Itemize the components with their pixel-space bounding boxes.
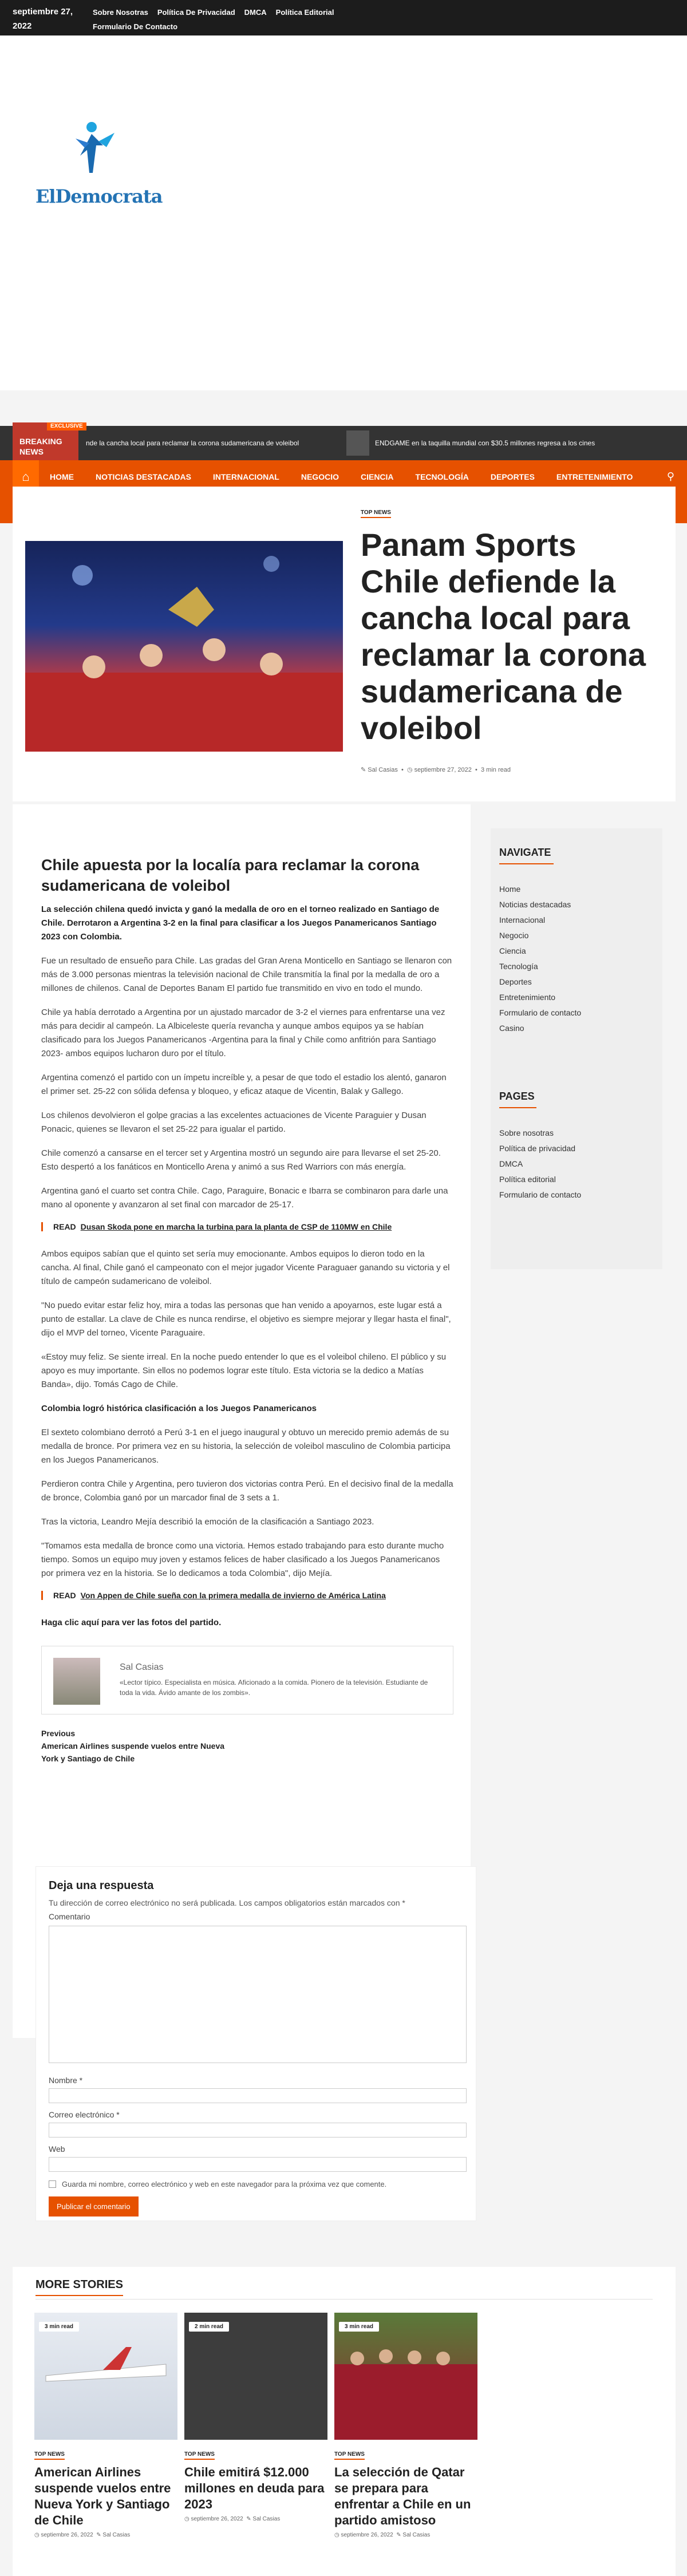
story-category[interactable]: TOP NEWS [334, 2451, 365, 2460]
name-label: Nombre * [49, 2076, 83, 2085]
ticker-text[interactable]: nde la cancha local para reclamar la corona sudamericana de voleibol [86, 439, 299, 447]
hero-meta: ✎ Sal Casias • ◷ septiembre 27, 2022 • 3 min read [361, 767, 511, 773]
search-icon[interactable]: ⚲ [666, 471, 674, 482]
sidebar-item[interactable]: Formulario de contacto [499, 1190, 582, 1199]
ticker-text[interactable]: ENDGAME en la taquilla mundial con $30.5 millones regresa a los cines [375, 439, 595, 447]
comment-label: Comentario [49, 1912, 90, 1921]
sidebar-item[interactable]: Home [499, 884, 521, 894]
breaking-ticker [0, 423, 687, 460]
article-paragraph: Fue un resultado de ensueño para Chile. Las gradas del Gran Arena Monticello en Santiago se llenaron con más de 3.000 personas mientras la televisión nacional de Chile transmitía la final por la medalla de oro a millones de chilenos. Canal de Deportes Banam El partido fue transmitido en vivo en todo el mundo. [41, 956, 452, 993]
nav-label: NOTICIAS DESTACADAS [96, 472, 191, 481]
article-paragraph: "No puedo evitar estar feliz hoy, mira a todas las personas que han venido a apoyarnos, este lugar está a punto de estallar. La clave de Chile es nunca rendirse, el objetivo es siempre mejorar y llegar hasta el final", dijo el MVP del torneo, Vicente Paraguaire. [41, 1301, 451, 1338]
sidebar-item[interactable]: Política editorial [499, 1175, 556, 1184]
volleyball-celebration-image [25, 541, 343, 752]
email-input[interactable] [49, 2123, 467, 2138]
sidebar-navigate-title: NAVIGATE [499, 847, 554, 864]
top-link[interactable]: Política Editorial [275, 8, 334, 17]
hero-category[interactable]: TOP NEWS [361, 509, 391, 518]
story-date: septiembre 26, 2022 [191, 2516, 243, 2522]
read-also [41, 1591, 453, 1600]
story-image[interactable] [334, 2313, 477, 2440]
current-date: septiembre 27, 2022 [13, 7, 73, 31]
author-box [41, 1646, 453, 1714]
story-category[interactable]: TOP NEWS [184, 2451, 215, 2460]
hero-article [13, 487, 676, 801]
article-paragraph: El sexteto colombiano derrotó a Perú 3-1 en el juego inaugural y obtuvo un merecido premio además de su medalla de bronce. Por primera vez en su historia, la selección de voleibol masculino de Colombia participa en los Juegos Panamericanos. [41, 1428, 451, 1465]
top-link[interactable]: Política De Privacidad [157, 8, 235, 17]
article-paragraph: Chile comenzó a cansarse en el tercer set y Argentina mostró un segundo aire para llevarse el set 25-20. Esto despertó a los fanáticos en Monticello Arena y animó a sus Red Warriors con más energía. [41, 1148, 441, 1172]
sidebar-item[interactable]: Sobre nosotras [499, 1128, 554, 1137]
email-label: Correo electrónico * [49, 2110, 120, 2119]
top-link[interactable]: Sobre Nosotras [93, 8, 148, 17]
read-label: READ [53, 1222, 76, 1231]
article-paragraph: Chile ya había derrotado a Argentina por un ajustado marcador de 3-2 el viernes para enfrentarse una vez más para decidir al campeón. La Albiceleste quería revancha y aunque ambos equipos ya se habían clasificado para los Juegos Panamericanos -Argentina para la final y Chile como anfitrión para Santiago 2023- ambos equipos lucharon duro por el título. [41, 1008, 445, 1058]
photos-link[interactable]: Haga clic aquí para ver las fotos del partido. [41, 1618, 222, 1627]
article-paragraph: Argentina comenzó el partido con un ímpetu increíble y, a pesar de que todo el estadio los alentó, ganaron el primer set. 25-22 con sólida defensa y bloqueo, y eficaz ataque de Vicentin, Balak y Gallego. [41, 1073, 447, 1096]
story-author[interactable]: Sal Casias [252, 2516, 281, 2522]
story-meta: ◷ septiembre 26, 2022 ✎ Sal Casias [184, 2516, 281, 2522]
read-time: 3 min read [339, 2322, 379, 2332]
sidebar-item[interactable]: Internacional [499, 915, 546, 924]
breaking-badge [13, 422, 83, 461]
avatar[interactable] [53, 1658, 100, 1705]
site-name[interactable]: ElDemocrata [35, 185, 163, 207]
clock-icon: ◷ [406, 767, 413, 773]
sidebar-item[interactable]: Noticias destacadas [499, 900, 571, 909]
sidebar-nav-list [499, 882, 662, 1036]
sidebar-pages-list [499, 1125, 662, 1203]
read-time: 3 min read [39, 2322, 79, 2332]
airplane-image [34, 2313, 177, 2440]
sidebar-item[interactable]: Formulario de contacto [499, 1008, 582, 1017]
ticker-thumb [346, 430, 369, 456]
top-links [93, 0, 356, 35]
divider [35, 2299, 653, 2300]
read-label: READ [53, 1591, 76, 1600]
hero-author[interactable]: Sal Casias [368, 767, 398, 773]
more-stories [13, 2267, 676, 2576]
hero-image[interactable] [25, 541, 343, 752]
breaking-label: BREAKING NEWS [19, 437, 62, 456]
brand-area [0, 35, 687, 390]
prev-title[interactable]: American Airlines suspende vuelos entre Nueva York y Santiago de Chile [41, 1741, 225, 1763]
article-paragraph: «Estoy muy feliz. Se siente irreal. En la noche puedo entender lo que es el voleibol chileno. El público y su apoyo es muy importante. Sin ellos no podemos lograr este título. Esta victoria se la dedico a Matías Banda», dijo. Tomás Cago de Chile. [41, 1352, 447, 1389]
story-author[interactable]: Sal Casias [102, 2532, 131, 2538]
web-input[interactable] [49, 2157, 467, 2172]
read-link[interactable]: Dusan Skoda pone en marcha la turbina para la planta de CSP de 110MW en Chile [80, 1222, 392, 1231]
sidebar-item[interactable]: Deportes [499, 977, 532, 986]
read-also [41, 1222, 453, 1231]
author-name[interactable]: Sal Casias [120, 1662, 164, 1672]
nav-label: NEGOCIO [301, 472, 339, 481]
name-input[interactable] [49, 2088, 467, 2103]
sidebar-item[interactable]: DMCA [499, 1159, 523, 1168]
story-date: septiembre 26, 2022 [41, 2532, 93, 2538]
author-bio: «Lector típico. Especialista en música. Aficionado a la comida. Pionero de la televisión. Estudiante de toda la vida. Ávido amante de los zombis». [120, 1678, 428, 1697]
story-card[interactable] [34, 2313, 177, 2538]
sidebar [491, 828, 662, 1269]
save-checkbox[interactable] [49, 2180, 56, 2188]
story-image[interactable] [184, 2313, 327, 2440]
article-subheading: Colombia logró histórica clasificación a los Juegos Panamericanos [41, 1404, 317, 1413]
article-paragraph: Perdieron contra Chile y Argentina, pero tuvieron dos victorias contra Perú. En el decisivo final de la medalla de bronce, Colombia ganó por un marcador final de 3 sets a 1. [41, 1479, 453, 1503]
nav-label: CIENCIA [360, 472, 394, 481]
article-paragraph: Ambos equipos sabían que el quinto set sería muy emocionante. Ambos equipos lo dieron todo en la cancha. Al final, Chile ganó el campeonato con el mejor jugador Vicente Paraguaer ganando su victoria y el título de campeón sudamericano de voleibol. [41, 1249, 450, 1286]
nav-label: DEPORTES [490, 472, 535, 481]
top-link[interactable]: Formulario De Contacto [93, 22, 178, 31]
article-paragraph: Tras la victoria, Leandro Mejía describió la emoción de la clasificación a Santiago 2023. [41, 1517, 374, 1527]
hero-title[interactable]: Panam Sports Chile defiende la cancha local para reclamar la corona sudamericana de voleibol [361, 527, 646, 746]
sidebar-item[interactable]: Negocio [499, 931, 529, 940]
comment-textarea[interactable] [49, 1926, 467, 2063]
story-title[interactable]: La selección de Qatar se prepara para enfrentar a Chile en un partido amistoso [334, 2465, 471, 2527]
story-author[interactable]: Sal Casias [402, 2532, 431, 2538]
sidebar-item[interactable]: Política de privacidad [499, 1144, 576, 1153]
sidebar-item[interactable]: Entretenimiento [499, 993, 556, 1002]
nav-label: TECNOLOGÍA [415, 472, 469, 481]
article-lead: La selección chilena quedó invicta y ganó la medalla de oro en el torneo realizado en Santiago de Chile. Derrotaron a Argentina 3-2 en la final para clasificar a los Juegos Panamericanos Santiago 2023 con Colombia. [41, 904, 440, 942]
top-bar [0, 0, 687, 35]
nav-label: HOME [50, 472, 74, 481]
save-label: Guarda mi nombre, correo electrónico y web en este navegador para la próxima vez que comente. [62, 2180, 387, 2188]
story-category[interactable]: TOP NEWS [34, 2451, 65, 2460]
comment-title: Deja una respuesta [49, 1879, 154, 1892]
hero-date: septiembre 27, 2022 [414, 767, 472, 773]
article-body [13, 804, 471, 2038]
story-meta: ◷ septiembre 26, 2022 ✎ Sal Casias [334, 2532, 431, 2538]
story-title[interactable]: American Airlines suspende vuelos entre Nueva York y Santiago de Chile [34, 2465, 171, 2527]
story-card[interactable] [334, 2313, 477, 2538]
nav-label: ENTRETENIMIENTO [556, 472, 633, 481]
top-link[interactable]: DMCA [244, 8, 267, 17]
article-paragraph: Los chilenos devolvieron el golpe gracias a las excelentes actuaciones de Vicente Paraguier y Dusan Ponacic, quienes se llevaron el set 25-22 para igualar el partido. [41, 1111, 427, 1134]
prev-label: Previous [41, 1729, 76, 1738]
sidebar-item[interactable]: Tecnología [499, 962, 538, 971]
prev-post[interactable] [41, 1727, 242, 1765]
more-title: MORE STORIES [35, 2278, 123, 2296]
story-meta: ◷ septiembre 26, 2022 ✎ Sal Casias [34, 2532, 131, 2538]
exclusive-tag: EXCLUSIVE [47, 422, 86, 430]
nav-label: INTERNACIONAL [212, 472, 279, 481]
user-icon: ✎ [361, 767, 366, 773]
sidebar-pages-title: PAGES [499, 1091, 536, 1108]
story-date: septiembre 26, 2022 [341, 2532, 393, 2538]
story-card[interactable] [184, 2313, 327, 2522]
article-title: Chile apuesta por la localía para reclamar la corona sudamericana de voleibol [41, 856, 420, 894]
site-logo-icon[interactable] [34, 116, 149, 184]
article-paragraph: Argentina ganó el cuarto set contra Chile. Cago, Paraguire, Bonacic e Ibarra se combinaron para darle una mano al oponente y avanzaron al set final con marcador de 25-17. [41, 1186, 448, 1210]
web-label: Web [49, 2144, 65, 2154]
read-time: 2 min read [189, 2322, 229, 2332]
ticker-item[interactable] [346, 430, 595, 456]
home-icon[interactable]: ⌂ [13, 460, 39, 493]
story-title[interactable]: Chile emitirá $12.000 millones en deuda para 2023 [184, 2465, 325, 2511]
article-paragraph: "Tomamos esta medalla de bronce como una victoria. Hemos estado trabajando para esto durante mucho tiempo. Somos un equipo muy joven y estamos felices de haber clasificado a los Juegos Panamericanos por primera vez en la historia. Se lo dedicamos a toda Colombia", dijo Mejía. [41, 1541, 444, 1578]
sidebar-item[interactable]: Ciencia [499, 946, 526, 955]
sidebar-item[interactable]: Casino [499, 1024, 524, 1033]
submit-button[interactable]: Publicar el comentario [49, 2196, 139, 2217]
hero-read-time: 3 min read [480, 767, 511, 773]
read-link[interactable]: Von Appen de Chile sueña con la primera medalla de invierno de América Latina [80, 1591, 386, 1600]
comment-note: Tu dirección de correo electrónico no será publicada. Los campos obligatorios están marcados con * [49, 1898, 405, 1907]
comment-form [35, 1866, 476, 2221]
story-image[interactable] [34, 2313, 177, 2440]
ticker-item[interactable] [86, 439, 299, 447]
team-photo-image [334, 2313, 477, 2440]
